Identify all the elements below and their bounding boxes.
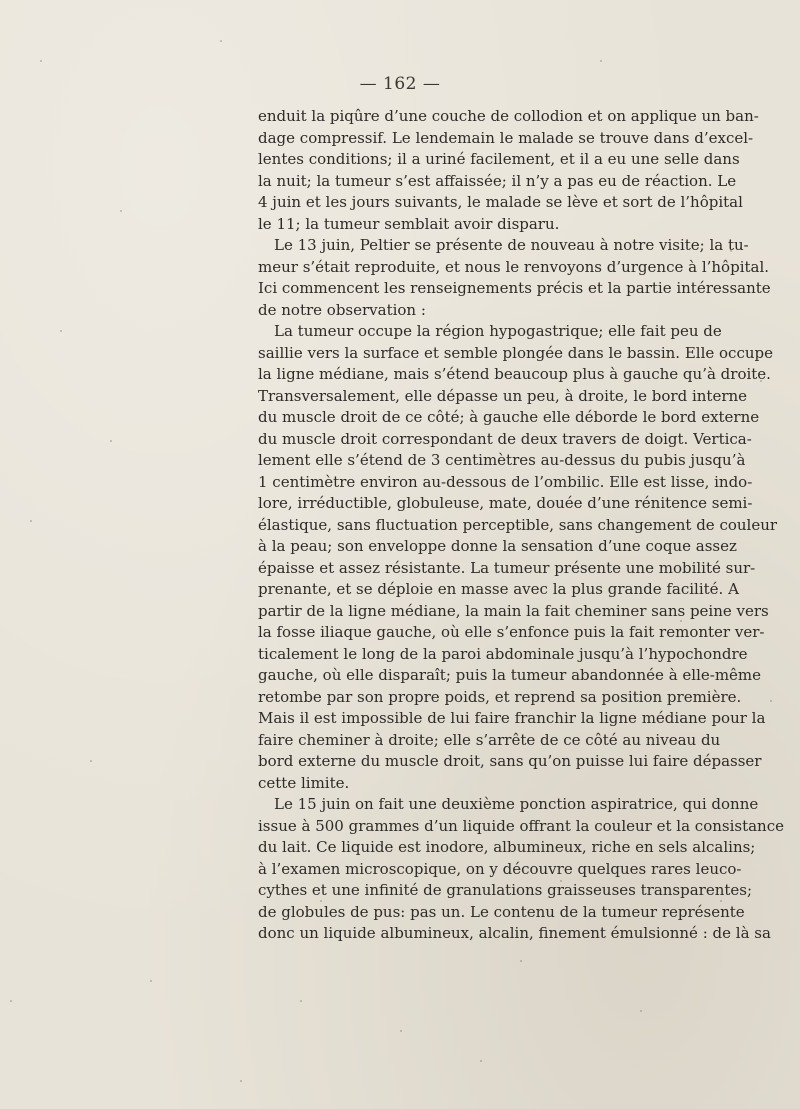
text-line: partir de la ligne médiane, la main la fait cheminer sans peine vers <box>258 601 769 620</box>
text-line: issue à 500 grammes d’un liquide offrant la couleur et la consistance <box>258 816 784 835</box>
paper-speck <box>10 1000 12 1002</box>
paper-speck <box>700 140 702 142</box>
paper-speck <box>40 60 42 62</box>
paper-speck <box>240 1080 242 1082</box>
paper-speck <box>760 380 762 382</box>
text-line: de notre observation : <box>258 300 426 319</box>
paper-speck <box>30 520 32 522</box>
text-line: de globules de pus: pas un. Le contenu de la tumeur représente <box>258 902 745 921</box>
text-line: la fosse iliaque gauche, où elle s’enfonce puis la fait remonter ver- <box>258 623 765 641</box>
text-line: le 11; la tumeur semblait avoir disparu. <box>258 214 560 233</box>
text-line: à l’examen microscopique, on y découvre quelques rares leuco- <box>258 859 742 878</box>
paper-speck <box>560 880 562 882</box>
text-line: Ici commencent les renseignements précis et la partie intéressante <box>258 279 771 297</box>
paper-speck <box>600 60 602 62</box>
text-line: du lait. Ce liquide est inodore, albumineux, riche en sels alcalins; <box>258 838 756 856</box>
paper-speck <box>400 1030 402 1032</box>
text-line: épaisse et assez résistante. La tumeur présente une mobilité sur- <box>258 558 756 577</box>
text-line: faire cheminer à droite; elle s’arrête de ce côté au niveau du <box>258 730 721 749</box>
text-line: Le 15 juin on fait une deuxième ponction aspiratrice, qui donne <box>274 795 759 813</box>
page-number: — 162 — <box>359 74 441 94</box>
body-text <box>258 106 784 945</box>
text-line: gauche, où elle disparaît; puis la tumeur abandonnée à elle-même <box>258 666 762 684</box>
text-line: 1 centimètre environ au-dessous de l’ombilic. Elle est lisse, indo- <box>258 472 753 491</box>
paper-speck <box>770 700 772 702</box>
paper-speck <box>110 440 112 442</box>
paper-speck <box>680 620 682 622</box>
text-line: ticalement le long de la paroi abdominale jusqu’à l’hypochondre <box>258 644 748 663</box>
paper-speck <box>720 900 722 902</box>
paper-speck <box>520 960 522 962</box>
text-line: élastique, sans fluctuation perceptible, sans changement de couleur <box>258 515 778 534</box>
text-line: cette limite. <box>258 773 350 792</box>
text-line: donc un liquide albumineux, alcalin, finement émulsionné : de là sa <box>258 924 771 942</box>
text-line: cythes et une infinité de granulations graisseuses transparentes; <box>258 881 753 899</box>
text-line: Le 13 juin, Peltier se présente de nouveau à notre visite; la tu- <box>274 236 749 254</box>
text-line: dage compressif. Le lendemain le malade se trouve dans d’excel- <box>258 128 754 147</box>
paper-speck <box>120 210 122 212</box>
text-line: la ligne médiane, mais s’étend beaucoup plus à gauche qu’à droite. <box>258 365 771 383</box>
paper-speck <box>300 1000 302 1002</box>
paper-speck <box>60 330 62 332</box>
paper-speck <box>730 250 732 252</box>
text-line: prenante, et se déploie en masse avec la plus grande facilité. A <box>258 580 739 598</box>
text-line: lore, irréductible, globuleuse, mate, douée d’une rénitence semi- <box>258 494 753 512</box>
paper-speck <box>150 980 152 982</box>
text-line: 4 juin et les jours suivants, le malade se lève et sort de l’hôpital <box>258 193 743 211</box>
text-line: La tumeur occupe la région hypogastrique; elle fait peu de <box>274 322 722 340</box>
text-line: enduit la piqûre d’une couche de collodion et on applique un ban- <box>258 107 759 125</box>
text-line: du muscle droit correspondant de deux travers de doigt. Vertica- <box>258 429 752 448</box>
text-line: Mais il est impossible de lui faire franchir la ligne médiane pour la <box>258 709 766 727</box>
paper-speck <box>90 760 92 762</box>
paper-speck <box>320 900 322 902</box>
text-line: la nuit; la tumeur s’est affaissée; il n’y a pas eu de réaction. Le <box>258 171 737 190</box>
paper-speck <box>640 1010 642 1012</box>
text-line: Transversalement, elle dépasse un peu, à droite, le bord interne <box>258 386 748 405</box>
text-line: meur s’était reproduite, et nous le renvoyons d’urgence à l’hôpital. <box>258 257 770 276</box>
text-line: lement elle s’étend de 3 centimètres au-dessus du pubis jusqu’à <box>258 451 746 469</box>
text-line: saillie vers la surface et semble plongée dans le bassin. Elle occupe <box>258 343 773 362</box>
paper-speck <box>480 1060 482 1062</box>
text-line: lentes conditions; il a uriné facilement, et il a eu une selle dans <box>258 150 740 168</box>
text-line: du muscle droit de ce côté; à gauche elle déborde le bord externe <box>258 408 760 426</box>
text-line: retombe par son propre poids, et reprend sa position première. <box>258 687 742 706</box>
paper-speck <box>220 40 222 42</box>
text-line: à la peau; son enveloppe donne la sensation d’une coque assez <box>258 537 737 555</box>
text-line: bord externe du muscle droit, sans qu’on puisse lui faire dépasser <box>258 752 762 770</box>
